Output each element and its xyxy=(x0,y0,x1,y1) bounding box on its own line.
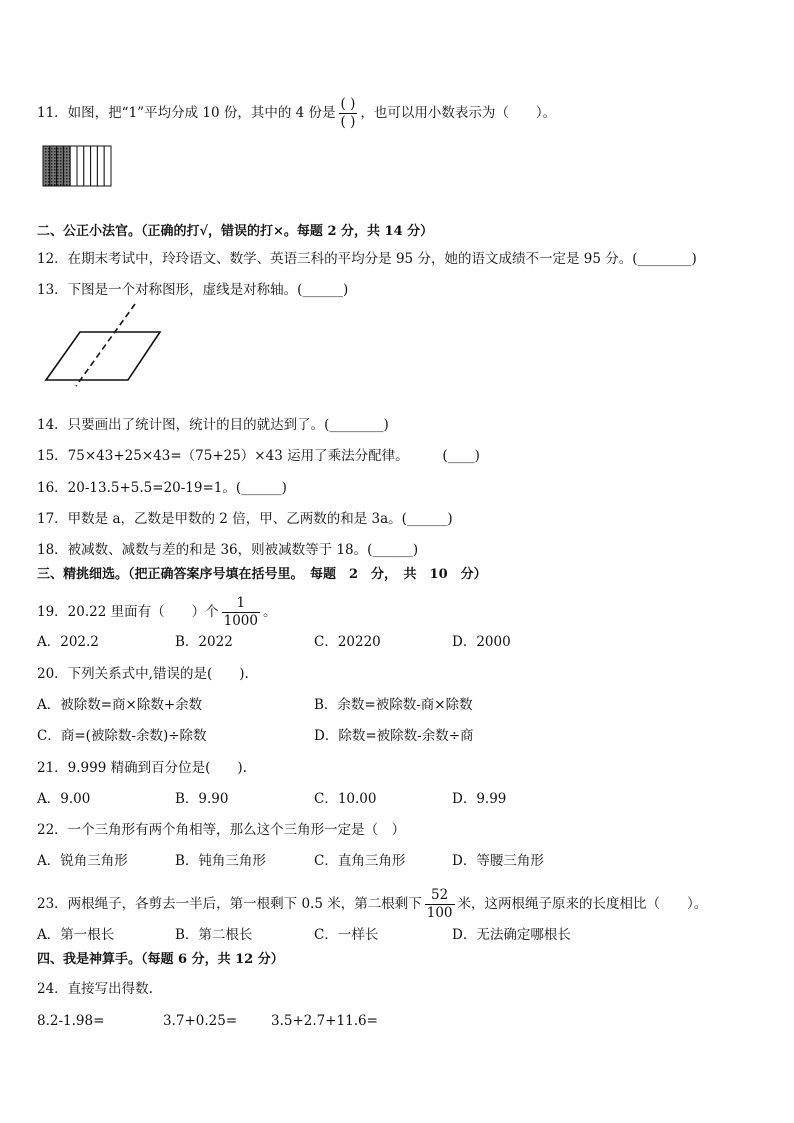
question-21: 21．9.999 精确到百分位是( ). xyxy=(37,760,247,776)
q21-option-d[interactable]: D．9.99 xyxy=(452,791,507,807)
q11-fraction-numerator[interactable]: ( ) xyxy=(340,96,356,112)
bar-part-4 xyxy=(63,146,70,186)
q19-suffix: 。 xyxy=(262,604,277,620)
q19-option-b[interactable]: B．2022 xyxy=(175,634,233,650)
q20-option-d[interactable]: D．除数=被除数-余数÷商 xyxy=(314,728,474,744)
q20-option-a[interactable]: A．被除数=商×除数+余数 xyxy=(37,697,203,713)
question-24: 24．直接写出得数. xyxy=(37,981,153,997)
question-17: 17．甲数是 a，乙数是甲数的 2 倍，甲、乙两数的和是 3a。(______) xyxy=(37,511,453,527)
q20-option-c[interactable]: C．商=(被除数-余数)÷除数 xyxy=(37,728,207,744)
q11-fraction xyxy=(339,96,358,131)
bar-part-1 xyxy=(43,146,50,186)
q19-option-c[interactable]: C．20220 xyxy=(314,634,381,650)
bar-part-7 xyxy=(84,146,91,186)
q23-option-d[interactable]: D．无法确定哪根长 xyxy=(452,927,571,943)
bar-part-10 xyxy=(104,146,111,186)
bar-part-9 xyxy=(97,146,104,186)
question-23 xyxy=(37,887,707,922)
q19-prefix: 19．20.22 里面有（ ）个 xyxy=(37,604,219,620)
q23-fraction-numerator: 52 xyxy=(425,887,455,905)
q22-option-b[interactable]: B．钝角三角形 xyxy=(175,853,266,869)
q11-prefix: 11．如图，把“1”平均分成 10 份，其中的 4 份是 xyxy=(37,105,336,121)
question-16: 16．20-13.5+5.5=20-19=1。(______) xyxy=(37,480,287,496)
q22-option-c[interactable]: C．直角三角形 xyxy=(314,853,406,869)
q24-item-3[interactable]: 3.5+2.7+11.6= xyxy=(271,1013,378,1029)
question-14: 14．只要画出了统计图，统计的目的就达到了。(________) xyxy=(37,417,389,433)
q19-fraction xyxy=(222,595,260,630)
bar-part-2 xyxy=(50,146,57,186)
question-15: 15．75×43+25×43=（75+25）×43 运用了乘法分配律。 (____) xyxy=(37,448,480,464)
question-20: 20．下列关系式中,错误的是( ). xyxy=(37,666,249,682)
q23-option-b[interactable]: B．第二根长 xyxy=(175,927,253,943)
q21-option-c[interactable]: C．10.00 xyxy=(314,791,377,807)
q20-option-b[interactable]: B．余数=被除数-商×除数 xyxy=(314,697,473,713)
q11-fraction-denominator[interactable]: ( ) xyxy=(340,114,356,130)
q19-option-a[interactable]: A．202.2 xyxy=(37,634,99,650)
q23-option-a[interactable]: A．第一根长 xyxy=(37,927,115,943)
q23-fraction-denominator: 100 xyxy=(426,905,453,921)
q11-suffix: ，也可以用小数表示为（ ）。 xyxy=(360,105,557,121)
bar-part-5 xyxy=(70,146,77,186)
symmetry-axis-dashed xyxy=(76,304,135,386)
q13-parallelogram-figure xyxy=(40,302,165,387)
question-12: 12．在期末考试中，玲玲语文、数学、英语三科的平均分是 95 分，她的语文成绩不一定是 95 分。(________) xyxy=(37,251,697,267)
question-13: 13．下图是一个对称图形，虚线是对称轴。(______) xyxy=(37,282,349,298)
q19-fraction-denominator: 1000 xyxy=(223,613,258,629)
parallelogram-shape xyxy=(46,332,160,380)
section-4-heading: 四、我是神算手。（每题 6 分，共 12 分） xyxy=(37,952,284,967)
q24-item-1[interactable]: 8.2-1.98= xyxy=(37,1013,105,1029)
q19-fraction-numerator: 1 xyxy=(222,595,260,613)
q19-option-d[interactable]: D．2000 xyxy=(452,634,511,650)
bar-part-3 xyxy=(57,146,64,186)
bar-part-8 xyxy=(91,146,98,186)
q23-option-c[interactable]: C．一样长 xyxy=(314,927,379,943)
question-18: 18．被减数、减数与差的和是 36，则被减数等于 18。(______) xyxy=(37,542,419,558)
question-19 xyxy=(37,595,276,630)
question-11 xyxy=(37,96,556,131)
q23-suffix: 米，这两根绳子原来的长度相比（ ）。 xyxy=(457,896,708,912)
question-22: 22．一个三角形有两个角相等，那么这个三角形一定是（ ） xyxy=(37,822,406,838)
q23-prefix: 23．两根绳子，各剪去一半后，第一根剩下 0.5 米，第二根剩下 xyxy=(37,896,422,912)
bar-part-6 xyxy=(77,146,84,186)
q23-fraction xyxy=(425,887,455,922)
q24-item-2[interactable]: 3.7+0.25= xyxy=(163,1013,238,1029)
q21-option-a[interactable]: A．9.00 xyxy=(37,791,91,807)
q22-option-a[interactable]: A．锐角三角形 xyxy=(37,853,128,869)
q11-ten-part-bar-figure xyxy=(42,145,114,187)
q22-option-d[interactable]: D．等腰三角形 xyxy=(452,853,544,869)
section-2-heading: 二、公正小法官。（正确的打√，错误的打×。每题 2 分，共 14 分） xyxy=(37,224,434,239)
q21-option-b[interactable]: B．9.90 xyxy=(175,791,229,807)
section-3-heading: 三、精挑细选。（把正确答案序号填在括号里。 每题 2 分， 共 10 分） xyxy=(37,567,487,582)
